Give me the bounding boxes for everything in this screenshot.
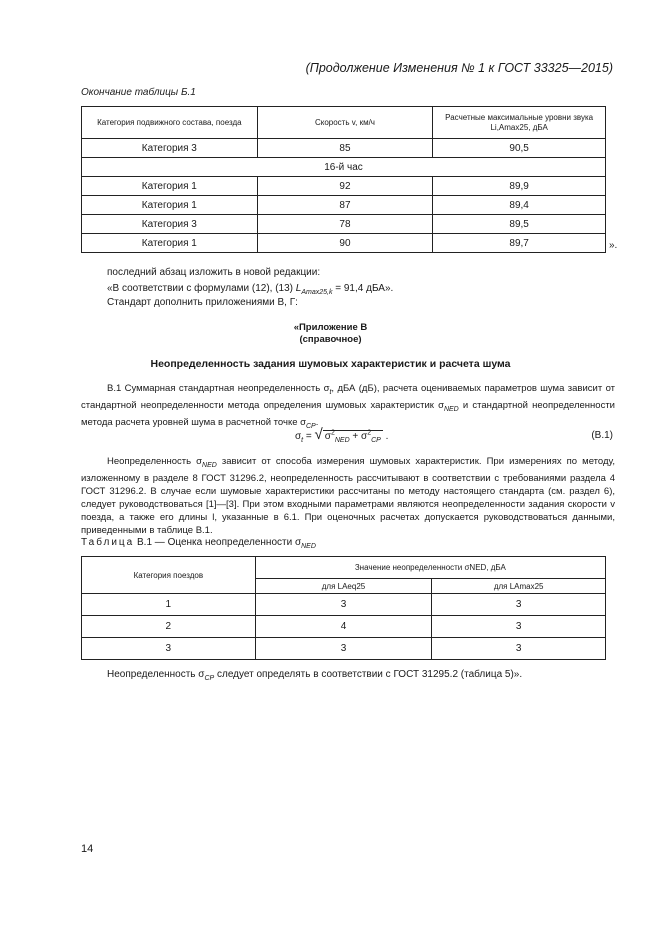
table-b1 — [81, 106, 606, 253]
table-cell: 3 — [255, 594, 432, 616]
table-row — [82, 139, 606, 158]
table-cell: 90,5 — [433, 139, 606, 158]
col-header-category: Категория поездов — [82, 557, 256, 594]
col-header-speed: Скорость v, км/ч — [257, 107, 433, 139]
paragraph-b1: В.1 Суммарная стандартная неопределенность $\sigma_t$, дБА (дБ), расчета оцениваемых параметров шума зависит от стандартной неопределенности метода определения шумовых характеристик $\sigma_{NED}$ и стандартной неопределенности метода расчета уровней шума в расчетной точке $\sigma_{CP}$. — [81, 383, 615, 430]
formula-number: (В.1) — [591, 430, 613, 441]
table-caption: Окончание таблицы Б.1 — [81, 87, 196, 98]
table-row — [82, 196, 606, 215]
table-cell: 3 — [82, 638, 256, 660]
table-b2 — [81, 556, 606, 660]
instruction-line: Стандарт дополнить приложениями В, Г: — [107, 297, 298, 308]
table-cell: 3 — [432, 638, 606, 660]
table-header-row — [82, 557, 606, 579]
instruction-formula-line: «В соответствии с формулами (12), (13) $L_{Amax25,k} = 91,4$ дБА». — [107, 283, 394, 296]
table-cell: 4 — [255, 616, 432, 638]
instruction-line: последний абзац изложить в новой редакции: — [107, 267, 321, 278]
table-cell: 2 — [82, 616, 256, 638]
appendix-title: «Приложение В — [293, 322, 368, 333]
table-cell: 1 — [82, 594, 256, 616]
closing-quote: ». — [609, 240, 618, 251]
table-cell: Категория 1 — [82, 196, 258, 215]
page-header-continuation: (Продолжение Изменения № 1 к ГОСТ 33325—2015) — [305, 61, 613, 75]
table-cell: 3 — [432, 616, 606, 638]
table-cell: Категория 1 — [82, 234, 258, 253]
section-label: 16-й час — [82, 158, 606, 177]
col-header-laeq: для LAeq25 — [255, 579, 432, 594]
table-cell: 3 — [432, 594, 606, 616]
table-row — [82, 215, 606, 234]
paragraph-ned: Неопределенность $\sigma_{NED}$ зависит от способа измерения шумовых характеристик. При измерениях по методу, изложенному в разделе 8 ГОСТ 31296.2, неопределенность рассчитывают в соответствии с требованиями раздела 4 ГОСТ 31296.2. В случае если шумовые характеристики рассчитаны по методу настоящего стандарта (см. раздел 6), следует руководствоваться [1]—[3]. При этом входными параметрами являются неопределенности задания скорости v поезда, а также его длины l, указанные в 6.1. При оценочных расчетах допускается руководствоваться данными, приведенными в таблице В.1. — [81, 456, 615, 536]
col-header-lamax: для LAmax25 — [432, 579, 606, 594]
table-header-row — [82, 107, 606, 139]
table-cell: 89,4 — [433, 196, 606, 215]
section-title: Неопределенность задания шумовых характеристик и расчета шума — [150, 358, 511, 370]
formula-b1: $\sigma_t$ = √ $\sigma^2_{NED} + \sigma^2_{CP}$ . — [295, 426, 389, 444]
table-cell: Категория 1 — [82, 177, 258, 196]
col-group-header: Значение неопределенности σNED, дБА — [255, 557, 605, 579]
table-section-row — [82, 158, 606, 177]
table-cell: 90 — [257, 234, 433, 253]
page-number: 14 — [81, 843, 94, 855]
table-cell: 85 — [257, 139, 433, 158]
col-header-level: Расчетные максимальные уровни звука Li,Amax25, дБА — [433, 107, 606, 139]
table-b2-title: Таблица В.1 — Оценка неопределенности $\sigma_{NED}$ — [81, 537, 316, 550]
appendix-subtitle: (справочное) — [299, 334, 362, 345]
table-row — [82, 234, 606, 253]
table-cell: 92 — [257, 177, 433, 196]
table-cell: Категория 3 — [82, 215, 258, 234]
table-cell: 78 — [257, 215, 433, 234]
table-cell: 89,9 — [433, 177, 606, 196]
table-row — [82, 177, 606, 196]
table-cell: Категория 3 — [82, 139, 258, 158]
col-header-category: Категория подвижного состава, поезда — [82, 107, 258, 139]
table-cell: 89,5 — [433, 215, 606, 234]
table-row — [82, 594, 606, 616]
table-cell: 87 — [257, 196, 433, 215]
table-cell: 89,7 — [433, 234, 606, 253]
table-row — [82, 616, 606, 638]
table-cell: 3 — [255, 638, 432, 660]
paragraph-cp: Неопределенность $\sigma_{CP}$ следует определять в соответствии с ГОСТ 31295.2 (таблица 5)». — [107, 669, 523, 682]
table-row — [82, 638, 606, 660]
